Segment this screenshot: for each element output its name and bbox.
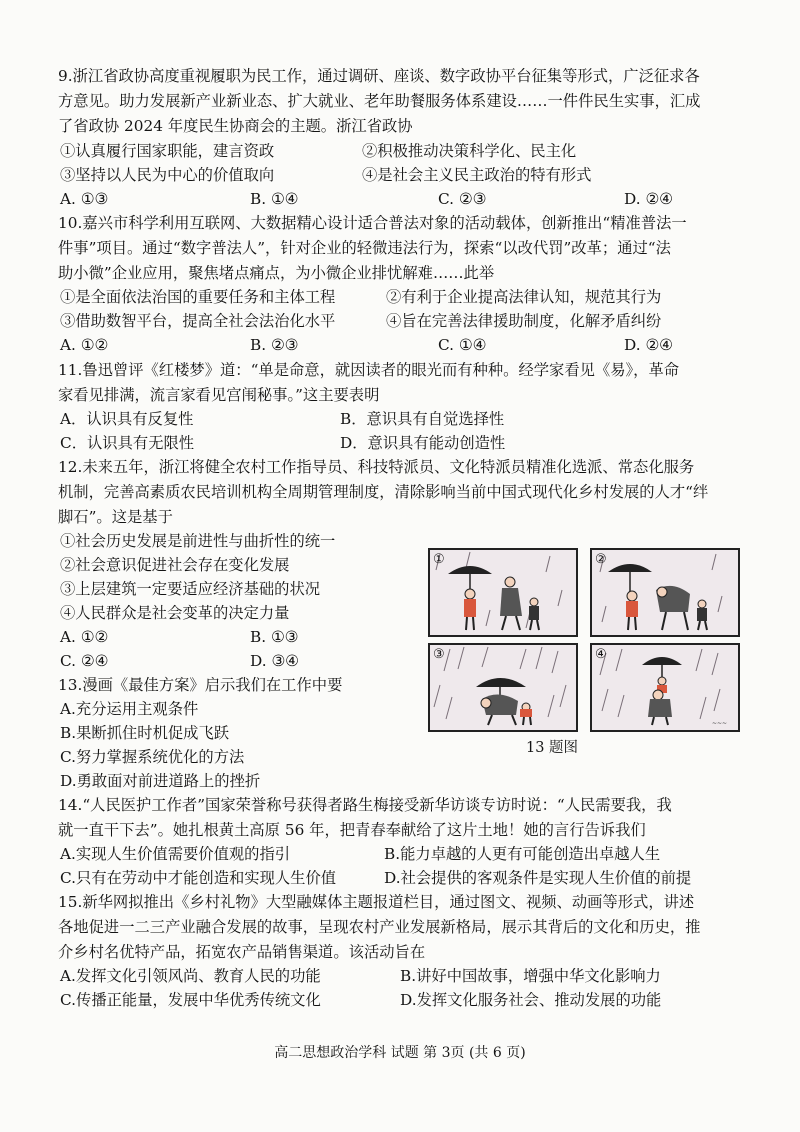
statement-item: ②社会意识促进社会存在变化发展 bbox=[60, 556, 290, 574]
panel-number: ③ bbox=[433, 647, 445, 662]
statement-item: ①是全面依法治国的重要任务和主体工程 bbox=[60, 288, 336, 306]
question-stem-line: 10.嘉兴市科学利用互联网、大数据精心设计适合普法对象的活动载体，创新推出“精准普法一 bbox=[58, 214, 687, 232]
answer-option: C．认识具有无限性 bbox=[60, 434, 195, 452]
question-stem-line: 15.新华网拟推出《乡村礼物》大型融媒体主题报道栏目，通过图文、视频、动画等形式，讲述 bbox=[58, 893, 695, 911]
page-footer: 高二思想政治学科 试题 第 3页 (共 6 页) bbox=[274, 1045, 526, 1061]
panel-number: ② bbox=[595, 552, 607, 567]
answer-option: C. ②④ bbox=[60, 652, 109, 670]
answer-option: B．意识具有自觉选择性 bbox=[340, 410, 505, 428]
question-stem-line: 机制，完善高素质农民培训机构全周期管理制度，清除影响当前中国式现代化乡村发展的人才“绊 bbox=[58, 483, 709, 501]
answer-option: A.实现人生价值需要价值观的指引 bbox=[60, 845, 291, 863]
statement-item: ④旨在完善法律援助制度，化解矛盾纠纷 bbox=[386, 312, 662, 330]
statement-item: ②有利于企业提高法律认知，规范其行为 bbox=[386, 288, 662, 306]
answer-option: A．认识具有反复性 bbox=[60, 410, 194, 428]
panel-number: ① bbox=[433, 552, 445, 567]
question-stem-line: 各地促进一二三产业融合发展的故事，呈现农村产业发展新格局，展示其背后的文化和历史，推 bbox=[58, 918, 701, 936]
question-stem-line: 了省政协 2024 年度民生协商会的主题。浙江省政协 bbox=[58, 117, 413, 135]
comic-panel-2 bbox=[590, 548, 740, 637]
question-stem-line: 9.浙江省政协高度重视履职为民工作，通过调研、座谈、数字政协平台征集等形式，广泛征求各 bbox=[58, 67, 700, 85]
answer-option: B. ①③ bbox=[250, 628, 299, 646]
svg-text:~~~: ~~~ bbox=[712, 720, 728, 727]
panel-number: ④ bbox=[595, 647, 607, 662]
answer-option: C. ①④ bbox=[438, 336, 487, 354]
answer-option: A. ①② bbox=[60, 628, 109, 646]
comic-panel-3 bbox=[428, 643, 578, 732]
question-stem-line: 13.漫画《最佳方案》启示我们在工作中要 bbox=[58, 676, 343, 694]
question-stem-line: 方意见。助力发展新产业新业态、扩大就业、老年助餐服务体系建设……一件件民生实事，汇成 bbox=[58, 92, 701, 110]
answer-option: A.发挥文化引领风尚、教育人民的功能 bbox=[60, 967, 321, 985]
answer-option: B.果断抓住时机促成飞跃 bbox=[60, 724, 230, 742]
answer-option: D. ②④ bbox=[624, 336, 673, 354]
comic-panel-4 bbox=[590, 643, 740, 732]
statement-item: ①认真履行国家职能，建言资政 bbox=[60, 142, 275, 160]
statement-item: ①社会历史发展是前进性与曲折性的统一 bbox=[60, 532, 336, 550]
statement-item: ③坚持以人民为中心的价值取向 bbox=[60, 166, 275, 184]
question-stem-line: 12.未来五年，浙江将健全农村工作指导员、科技特派员、文化特派员精准化选派、常态化服务 bbox=[58, 458, 695, 476]
answer-option: D. ②④ bbox=[624, 190, 673, 208]
answer-option: C.传播正能量，发展中华优秀传统文化 bbox=[60, 991, 321, 1009]
question-stem-line: 11.鲁迅曾评《红楼梦》道：“单是命意，就因读者的眼光而有种种。经学家看见《易》，革命 bbox=[58, 361, 680, 379]
answer-option: D.社会提供的客观条件是实现人生价值的前提 bbox=[384, 869, 692, 887]
statement-item: ④是社会主义民主政治的特有形式 bbox=[362, 166, 592, 184]
statement-item: ③上层建筑一定要适应经济基础的状况 bbox=[60, 580, 321, 598]
answer-option: A. ①③ bbox=[60, 190, 109, 208]
question-stem-line: 脚石”。这是基于 bbox=[58, 508, 173, 526]
answer-option: C.努力掌握系统优化的方法 bbox=[60, 748, 245, 766]
question-stem-line: 家看见排满，流言家看见宫闱秘事。”这主要表明 bbox=[58, 386, 380, 404]
answer-option: D. ③④ bbox=[250, 652, 299, 670]
answer-option: C. ②③ bbox=[438, 190, 487, 208]
comic-panel-1 bbox=[428, 548, 578, 637]
answer-option: A.充分运用主观条件 bbox=[60, 700, 199, 718]
question-stem-line: 件事”项目。通过“数字普法人”，针对企业的轻微违法行为，探索“以改代罚”改革；通过“法 bbox=[58, 239, 671, 257]
figure-caption: 13 题图 bbox=[526, 740, 579, 756]
question-stem-line: 就一直干下去”。她扎根黄土高原 56 年，把青春奉献给了这片土地！她的言行告诉我们 bbox=[58, 821, 646, 839]
answer-option: C.只有在劳动中才能创造和实现人生价值 bbox=[60, 869, 337, 887]
question-stem-line: 介乡村名优特产品，拓宽农产品销售渠道。该活动旨在 bbox=[58, 943, 426, 961]
statement-item: ③借助数智平台，提高全社会法治化水平 bbox=[60, 312, 336, 330]
answer-option: D.发挥文化服务社会、推动发展的功能 bbox=[400, 991, 662, 1009]
statement-item: ②积极推动决策科学化、民主化 bbox=[362, 142, 577, 160]
answer-option: A. ①② bbox=[60, 336, 109, 354]
answer-option: D.勇敢面对前进道路上的挫折 bbox=[60, 772, 261, 790]
comic-figure bbox=[428, 548, 740, 730]
answer-option: B.讲好中国故事，增强中华文化影响力 bbox=[400, 967, 661, 985]
question-stem-line: 14.“人民医护工作者”国家荣誉称号获得者路生梅接受新华访谈专访时说：“人民需要我，我 bbox=[58, 796, 672, 814]
answer-option: B. ②③ bbox=[250, 336, 299, 354]
answer-option: B. ①④ bbox=[250, 190, 299, 208]
statement-item: ④人民群众是社会变革的决定力量 bbox=[60, 604, 290, 622]
answer-option: D．意识具有能动创造性 bbox=[340, 434, 506, 452]
question-stem-line: 助小微”企业应用，聚焦堵点痛点，为小微企业排忧解难……此举 bbox=[58, 264, 495, 282]
answer-option: B.能力卓越的人更有可能创造出卓越人生 bbox=[384, 845, 661, 863]
